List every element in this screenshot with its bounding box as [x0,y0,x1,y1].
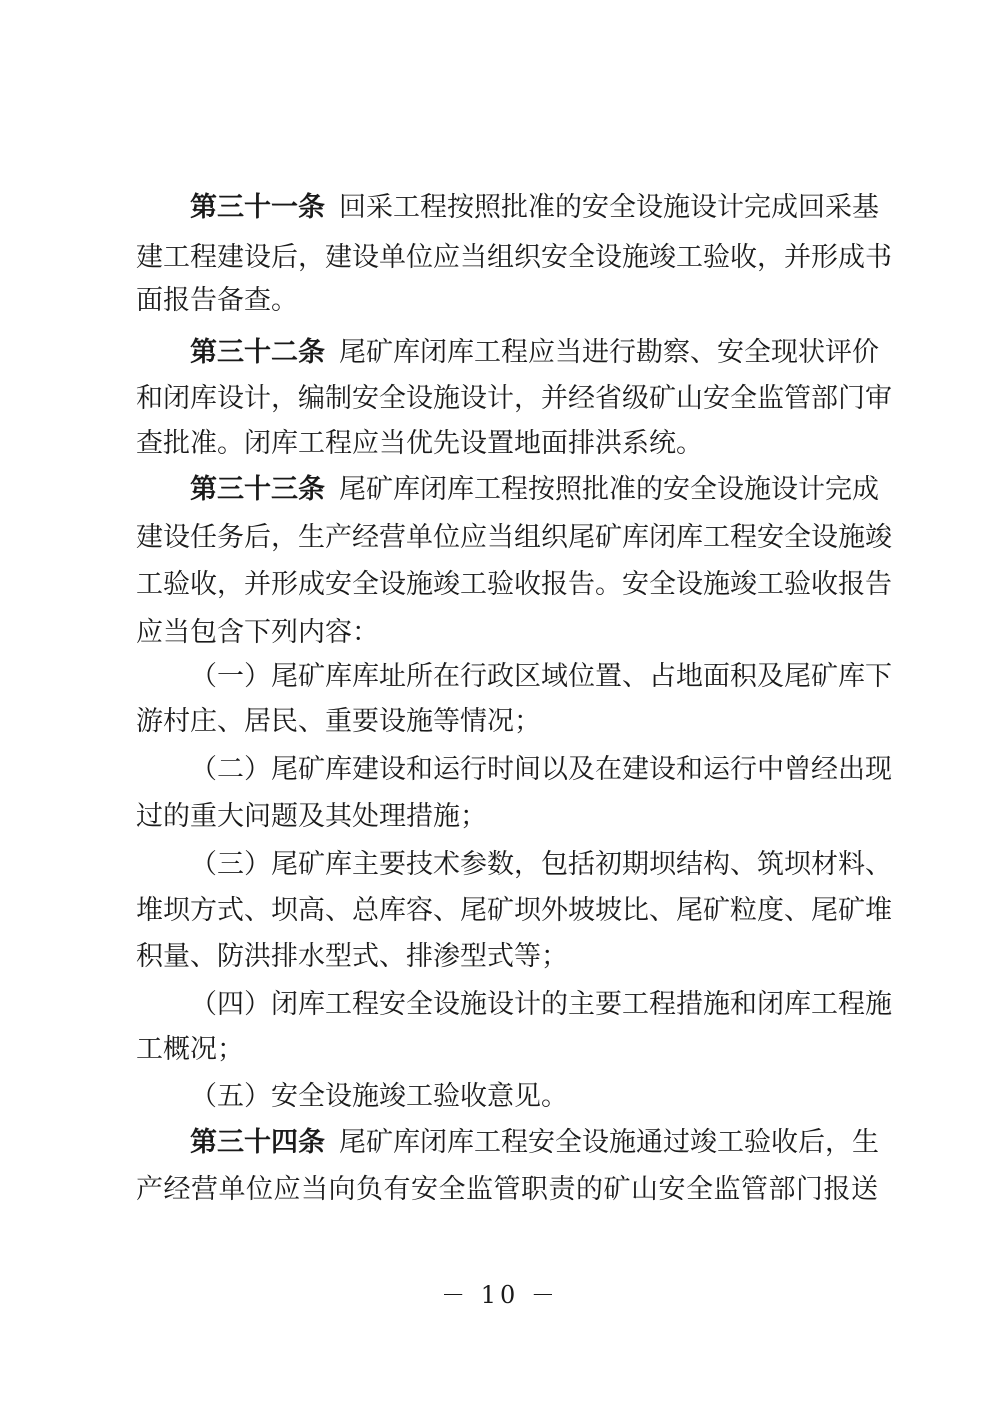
article-33-line-1 [190,465,878,515]
article-33-line-3: 工验收，并形成安全设施竣工验收报告。安全设施竣工验收报告 [136,569,892,600]
article-32-line-3: 查批准。闭库工程应当优先设置地面排洪系统。 [136,428,703,459]
article-32-line-1 [190,328,878,378]
item-1-line-1: （一）尾矿库库址所在行政区域位置、占地面积及尾矿库下 [190,661,892,692]
article-31-text-1: 回采工程按照批准的安全设施设计完成回采基 [339,192,879,223]
item-4-line-1: （四）闭库工程安全设施设计的主要工程措施和闭库工程施 [190,989,892,1020]
article-33-text-1: 尾矿库闭库工程按照批准的安全设施设计完成 [339,474,879,505]
item-3-line-2: 堆坝方式、坝高、总库容、尾矿坝外坡坡比、尾矿粒度、尾矿堆 [136,895,892,926]
article-31-line-3: 面报告备查。 [136,285,298,316]
article-34-line-2: 产经营单位应当向负有安全监管职责的矿山安全监管部门报送 [136,1174,878,1205]
article-31-title: 第三十一条 [190,192,325,223]
article-33-title: 第三十三条 [190,474,325,505]
article-32-title: 第三十二条 [190,337,325,368]
article-32-text-1: 尾矿库闭库工程应当进行勘察、安全现状评价 [339,337,879,368]
item-4-line-2: 工概况； [136,1034,244,1065]
article-33-line-4: 应当包含下列内容： [136,617,379,648]
article-32-line-2: 和闭库设计，编制安全设施设计，并经省级矿山安全监管部门审 [136,383,892,414]
item-1-line-2: 游村庄、居民、重要设施等情况； [136,706,541,737]
article-34-line-1 [190,1118,878,1168]
page-number: － 10 － [441,1281,559,1309]
item-2-line-1: （二）尾矿库建设和运行时间以及在建设和运行中曾经出现 [190,754,892,785]
item-3-line-3: 积量、防洪排水型式、排渗型式等； [136,941,568,972]
article-31-line-2: 建工程建设后，建设单位应当组织安全设施竣工验收，并形成书 [136,242,892,273]
article-31-line-1 [190,183,878,233]
item-5-line-1: （五）安全设施竣工验收意见。 [190,1081,568,1112]
item-3-line-1: （三）尾矿库主要技术参数，包括初期坝结构、筑坝材料、 [190,849,892,880]
article-34-text-1: 尾矿库闭库工程安全设施通过竣工验收后，生 [339,1127,879,1158]
article-34-title: 第三十四条 [190,1127,325,1158]
article-33-line-2: 建设任务后，生产经营单位应当组织尾矿库闭库工程安全设施竣 [136,522,892,553]
item-2-line-2: 过的重大问题及其处理措施； [136,801,487,832]
